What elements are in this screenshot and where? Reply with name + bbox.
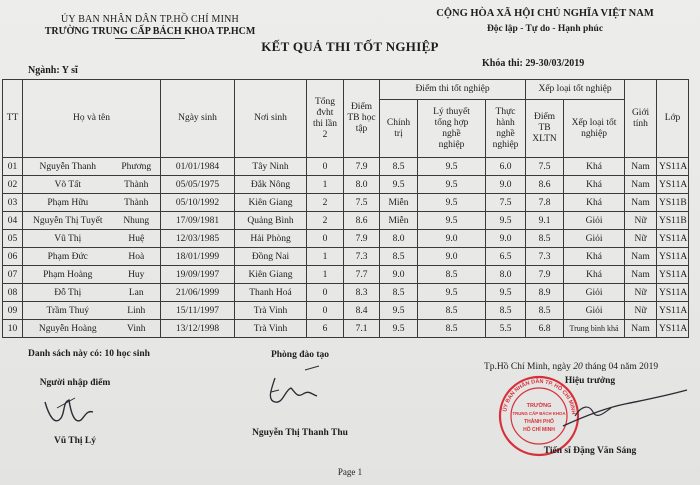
politics-score-cell: 8.5 — [380, 248, 418, 266]
col-pob: Nơi sinh — [235, 80, 307, 158]
gender-cell: Nam — [625, 158, 657, 176]
table-row — [3, 230, 689, 248]
birth-place-cell: Kiên Giang — [235, 194, 307, 212]
exam-session: Khóa thi: 29-30/03/2019 — [482, 58, 585, 69]
practice-score-cell: 8.5 — [486, 302, 526, 320]
office-signature-icon — [245, 364, 355, 414]
graduation-score-cell: 8.9 — [526, 284, 564, 302]
graduation-grade-cell: Giỏi — [564, 302, 625, 320]
col-tt: TT — [3, 80, 23, 158]
birth-place-cell: Trà Vinh — [235, 302, 307, 320]
signing-date: Tp.Hồ Chí Minh, ngày 20 tháng 04 năm 2019 — [484, 362, 659, 372]
national-header — [400, 8, 690, 34]
table-row — [3, 158, 689, 176]
graduation-grade-cell: Giỏi — [564, 212, 625, 230]
svg-text:THÀNH PHỐ: THÀNH PHỐ — [524, 419, 554, 425]
retake-units-cell: 2 — [307, 194, 344, 212]
retake-units-cell: 6 — [307, 320, 344, 338]
class-code-cell: YS11A — [657, 266, 689, 284]
birth-date-cell: 21/06/1999 — [161, 284, 235, 302]
practice-score-cell: 9.5 — [486, 212, 526, 230]
issuer-committee: ỦY BAN NHÂN DÂN TP.HỒ CHÍ MINH — [61, 14, 239, 25]
col-name: Họ và tên — [23, 80, 161, 158]
graduation-grade-cell: Khá — [564, 266, 625, 284]
politics-score-cell: 9.5 — [380, 320, 418, 338]
politics-score-cell: 8.5 — [380, 284, 418, 302]
graduation-grade-cell: Khá — [564, 248, 625, 266]
table-row — [3, 248, 689, 266]
graduation-grade-cell: Trung bình khá — [564, 320, 625, 338]
class-code-cell: YS11A — [657, 176, 689, 194]
surname-cell: Phạm Hữu — [23, 194, 113, 212]
given-name-cell: Hoà — [113, 248, 161, 266]
retake-units-cell: 0 — [307, 158, 344, 176]
birth-date-cell: 17/09/1981 — [161, 212, 235, 230]
class-code-cell: YS11A — [657, 302, 689, 320]
study-average-cell: 8.4 — [344, 302, 380, 320]
practice-score-cell: 7.5 — [486, 194, 526, 212]
practice-score-cell: 9.0 — [486, 176, 526, 194]
signing-day: 20 — [573, 362, 583, 372]
table-row — [3, 212, 689, 230]
retake-units-cell: 2 — [307, 212, 344, 230]
practice-score-cell: 9.0 — [486, 230, 526, 248]
class-code-cell: YS11A — [657, 284, 689, 302]
politics-score-cell: 8.0 — [380, 230, 418, 248]
given-name-cell: Thành — [113, 176, 161, 194]
birth-date-cell: 18/01/1999 — [161, 248, 235, 266]
gender-cell: Nam — [625, 248, 657, 266]
row-number-cell: 06 — [3, 248, 23, 266]
signature-block-entry — [10, 378, 140, 446]
page-number: Page 1 — [337, 467, 363, 477]
theory-score-cell: 9.5 — [418, 212, 486, 230]
given-name-cell: Vinh — [113, 320, 161, 338]
practice-score-cell: 6.0 — [486, 158, 526, 176]
results-body — [3, 158, 689, 338]
graduation-score-cell: 8.5 — [526, 230, 564, 248]
class-code-cell: YS11B — [657, 212, 689, 230]
table-row — [3, 194, 689, 212]
politics-score-cell: Miễn — [380, 212, 418, 230]
gender-cell: Nam — [625, 320, 657, 338]
graduation-grade-cell: Khá — [564, 194, 625, 212]
national-motto: Độc lập - Tự do - Hạnh phúc — [486, 24, 604, 34]
politics-score-cell: Miễn — [380, 194, 418, 212]
birth-date-cell: 01/01/1984 — [161, 158, 235, 176]
graduation-score-cell: 7.5 — [526, 158, 564, 176]
graduation-score-cell: 9.1 — [526, 212, 564, 230]
major-label: Ngành: Y sĩ — [28, 65, 78, 76]
retake-units-cell: 1 — [307, 248, 344, 266]
table-row — [3, 284, 689, 302]
col-avg: Điểm TB học tập — [344, 80, 380, 158]
svg-text:TRUNG CẤP BÁCH KHOA: TRUNG CẤP BÁCH KHOA — [512, 411, 566, 416]
gender-cell: Nữ — [625, 212, 657, 230]
graduation-score-cell: 7.9 — [526, 266, 564, 284]
study-average-cell: 7.3 — [344, 248, 380, 266]
politics-score-cell: 8.5 — [380, 158, 418, 176]
retake-units-cell: 0 — [307, 284, 344, 302]
given-name-cell: Lan — [113, 284, 161, 302]
given-name-cell: Phương — [113, 158, 161, 176]
col-dob: Ngày sinh — [161, 80, 235, 158]
graduation-score-cell: 7.3 — [526, 248, 564, 266]
row-number-cell: 08 — [3, 284, 23, 302]
given-name-cell: Nhung — [113, 212, 161, 230]
practice-score-cell: 9.5 — [486, 284, 526, 302]
row-number-cell: 03 — [3, 194, 23, 212]
student-count: Danh sách này có: 10 học sinh — [28, 349, 150, 359]
theory-score-cell: 9.5 — [418, 284, 486, 302]
study-average-cell: 7.9 — [344, 158, 380, 176]
surname-cell: Vũ Thị — [23, 230, 113, 248]
svg-text:ỦY BAN NHÂN DÂN TP. HỒ CHÍ MIN: ỦY BAN NHÂN DÂN TP. HỒ CHÍ MINH — [502, 378, 577, 415]
surname-cell: Võ Tất — [23, 176, 113, 194]
retake-units-cell: 1 — [307, 266, 344, 284]
col-class: Lớp — [657, 80, 689, 158]
signature-block-office — [225, 350, 375, 438]
entry-name: Vũ Thị Lý — [53, 436, 97, 446]
row-number-cell: 05 — [3, 230, 23, 248]
surname-cell: Phạm Hoàng — [23, 266, 113, 284]
row-number-cell: 01 — [3, 158, 23, 176]
graduation-score-cell: 8.6 — [526, 176, 564, 194]
study-average-cell: 7.1 — [344, 320, 380, 338]
birth-place-cell: Kiên Giang — [235, 266, 307, 284]
surname-cell: Đỗ Thị — [23, 284, 113, 302]
birth-place-cell: Tây Ninh — [235, 158, 307, 176]
table-row — [3, 266, 689, 284]
birth-place-cell: Trà Vinh — [235, 320, 307, 338]
svg-text:HỒ CHÍ MINH: HỒ CHÍ MINH — [523, 427, 555, 433]
col-gender: Giới tính — [625, 80, 657, 158]
politics-score-cell: 9.0 — [380, 266, 418, 284]
entry-role: Người nhập điểm — [39, 378, 111, 388]
graduation-score-cell: 7.8 — [526, 194, 564, 212]
col-practice: Thực hành nghề nghiệp — [486, 100, 526, 158]
given-name-cell: Huệ — [113, 230, 161, 248]
table-row — [3, 302, 689, 320]
given-name-cell: Linh — [113, 302, 161, 320]
class-code-cell: YS11A — [657, 230, 689, 248]
row-number-cell: 07 — [3, 266, 23, 284]
study-average-cell: 7.9 — [344, 230, 380, 248]
birth-place-cell: Đắk Nông — [235, 176, 307, 194]
table-row — [3, 320, 689, 338]
birth-place-cell: Quảng Bình — [235, 212, 307, 230]
graduation-score-cell: 6.8 — [526, 320, 564, 338]
theory-score-cell: 9.5 — [418, 194, 486, 212]
row-number-cell: 10 — [3, 320, 23, 338]
practice-score-cell: 6.5 — [486, 248, 526, 266]
surname-cell: Nguyễn Thanh — [23, 158, 113, 176]
graduation-grade-cell: Khá — [564, 158, 625, 176]
birth-date-cell: 15/11/1997 — [161, 302, 235, 320]
given-name-cell: Thành — [113, 194, 161, 212]
surname-cell: Nguyễn Thị Tuyết — [23, 212, 113, 230]
theory-score-cell: 9.0 — [418, 248, 486, 266]
study-average-cell: 8.3 — [344, 284, 380, 302]
birth-place-cell: Thanh Hoá — [235, 284, 307, 302]
theory-score-cell: 8.5 — [418, 266, 486, 284]
col-politics: Chính trị — [380, 100, 418, 158]
graduation-score-cell: 8.5 — [526, 302, 564, 320]
class-code-cell: YS11A — [657, 320, 689, 338]
principal-role: Hiệu trưởng — [564, 376, 616, 386]
birth-place-cell: Hải Phòng — [235, 230, 307, 248]
issuer-header — [40, 14, 260, 39]
entry-signature-icon — [35, 390, 115, 430]
class-code-cell: YS11A — [657, 248, 689, 266]
given-name-cell: Huy — [113, 266, 161, 284]
results-table — [2, 79, 689, 338]
theory-score-cell: 9.0 — [418, 230, 486, 248]
document-title: KẾT QUẢ THI TỐT NGHIỆP — [261, 39, 439, 54]
gender-cell: Nữ — [625, 230, 657, 248]
study-average-cell: 8.6 — [344, 212, 380, 230]
row-number-cell: 09 — [3, 302, 23, 320]
gender-cell: Nữ — [625, 284, 657, 302]
birth-date-cell: 13/12/1998 — [161, 320, 235, 338]
surname-cell: Phạm Đức — [23, 248, 113, 266]
politics-score-cell: 9.5 — [380, 176, 418, 194]
study-average-cell: 7.7 — [344, 266, 380, 284]
table-row — [3, 176, 689, 194]
col-group-rank: Xếp loại tốt nghiệp — [526, 80, 625, 100]
birth-date-cell: 19/09/1997 — [161, 266, 235, 284]
birth-date-cell: 12/03/1985 — [161, 230, 235, 248]
practice-score-cell: 8.0 — [486, 266, 526, 284]
surname-cell: Nguyễn Hoàng — [23, 320, 113, 338]
study-average-cell: 7.5 — [344, 194, 380, 212]
theory-score-cell: 8.5 — [418, 320, 486, 338]
svg-text:TRƯỜNG: TRƯỜNG — [526, 403, 552, 409]
principal-signature-icon — [555, 386, 695, 436]
row-number-cell: 02 — [3, 176, 23, 194]
theory-score-cell: 8.5 — [418, 302, 486, 320]
col-group-exam: Điểm thi tốt nghiệp — [380, 80, 526, 100]
gender-cell: Nữ — [625, 302, 657, 320]
row-number-cell: 04 — [3, 212, 23, 230]
office-name: Nguyễn Thị Thanh Thu — [252, 428, 348, 438]
col-xltn: Điểm TB XLTN — [526, 100, 564, 158]
graduation-grade-cell: Khá — [564, 176, 625, 194]
national-title: CỘNG HÒA XÃ HỘI CHỦ NGHĨA VIỆT NAM — [436, 8, 654, 19]
col-theory: Lý thuyết tổng hợp nghề nghiệp — [418, 100, 486, 158]
class-code-cell: YS11B — [657, 194, 689, 212]
politics-score-cell: 9.5 — [380, 302, 418, 320]
gender-cell: Nam — [625, 266, 657, 284]
birth-place-cell: Đồng Nai — [235, 248, 307, 266]
theory-score-cell: 9.5 — [418, 158, 486, 176]
graduation-grade-cell: Giỏi — [564, 284, 625, 302]
birth-date-cell: 05/10/1992 — [161, 194, 235, 212]
issuer-school: TRƯỜNG TRUNG CẤP BÁCH KHOA TP.HCM — [44, 26, 256, 37]
retake-units-cell: 1 — [307, 176, 344, 194]
graduation-grade-cell: Giỏi — [564, 230, 625, 248]
practice-score-cell: 5.5 — [486, 320, 526, 338]
birth-date-cell: 05/05/1975 — [161, 176, 235, 194]
study-average-cell: 8.0 — [344, 176, 380, 194]
retake-units-cell: 0 — [307, 230, 344, 248]
gender-cell: Nam — [625, 176, 657, 194]
theory-score-cell: 9.5 — [418, 176, 486, 194]
principal-name: Tiến sĩ Đặng Văn Sáng — [543, 446, 637, 456]
gender-cell: Nam — [625, 194, 657, 212]
office-role: Phòng đào tạo — [270, 350, 330, 360]
surname-cell: Trầm Thuý — [23, 302, 113, 320]
col-units: Tổng đvht thi lần 2 — [307, 80, 344, 158]
col-grade: Xếp loại tốt nghiệp — [564, 100, 625, 158]
retake-units-cell: 0 — [307, 302, 344, 320]
class-code-cell: YS11A — [657, 158, 689, 176]
